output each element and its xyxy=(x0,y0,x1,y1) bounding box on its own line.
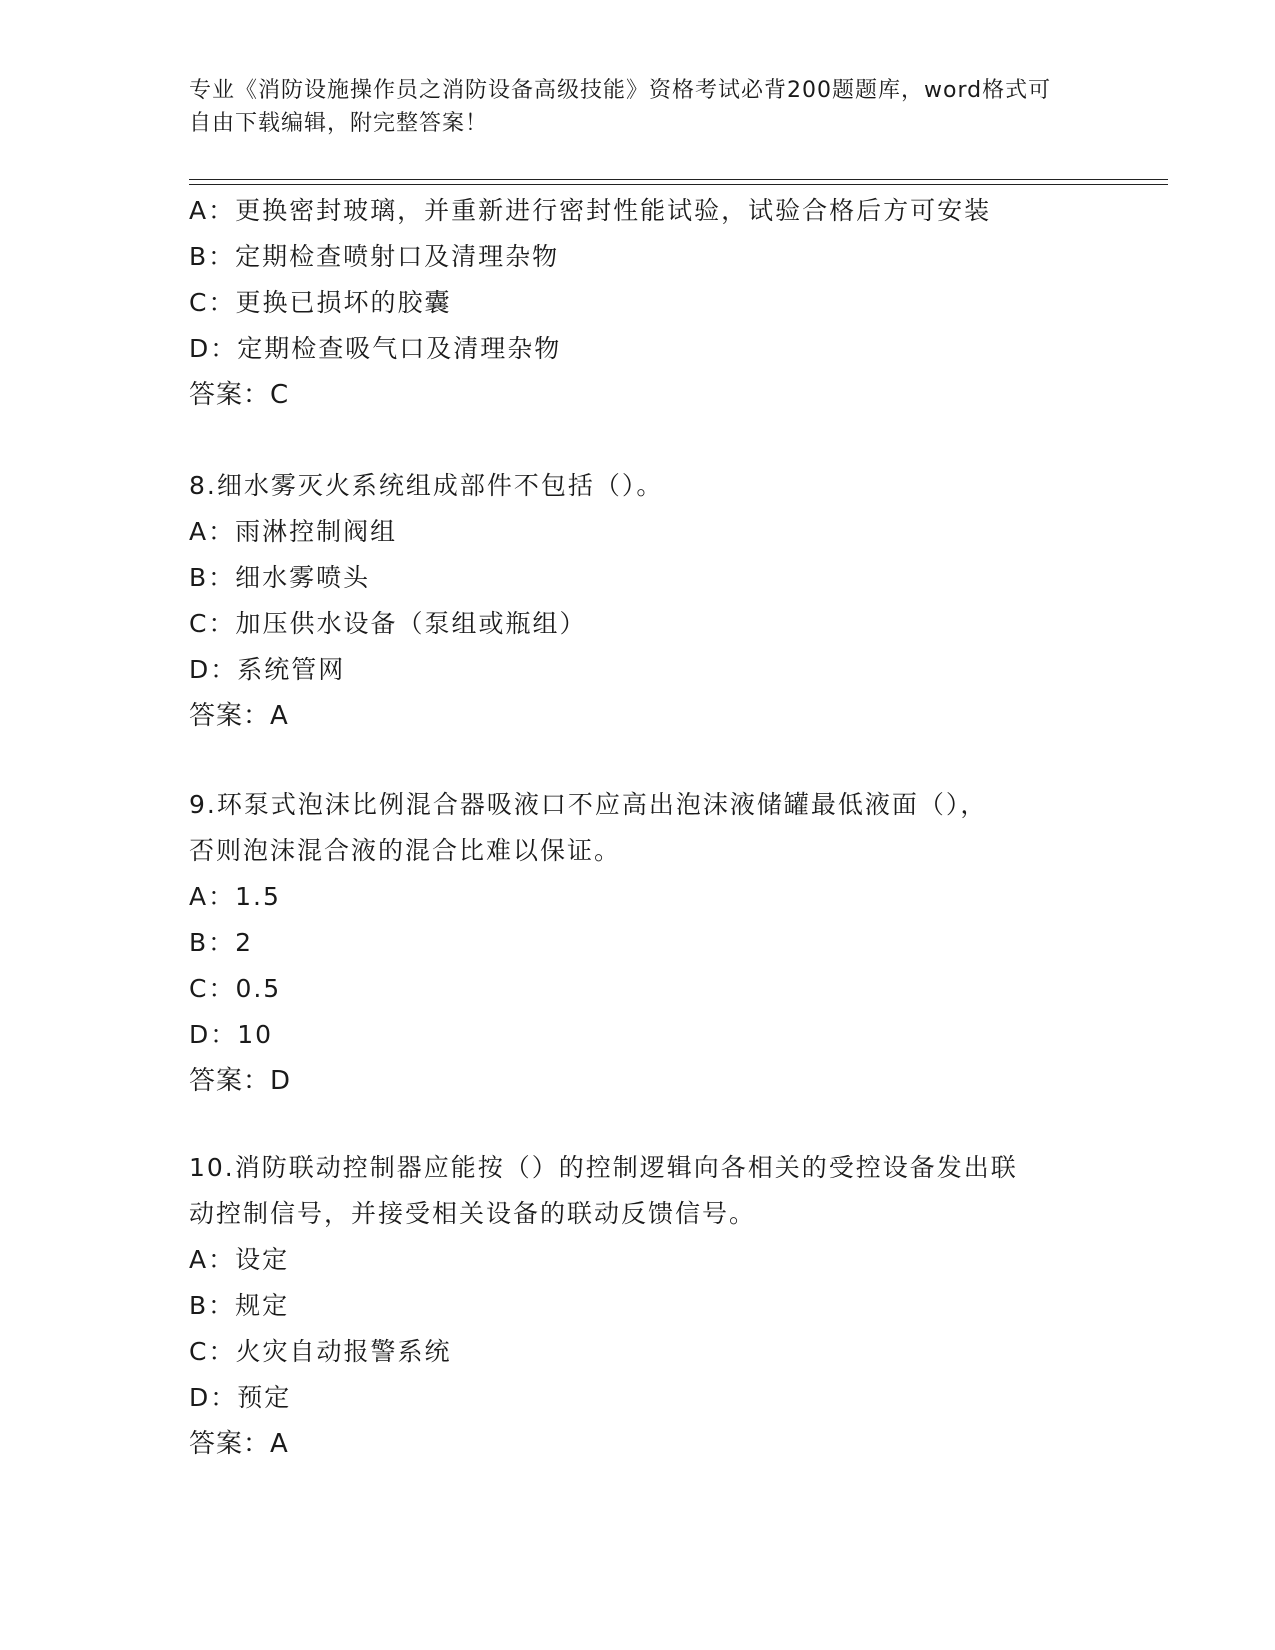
option-a: A：1.5 xyxy=(189,882,281,911)
document-header: 专业《消防设施操作员之消防设备高级技能》资格考试必背200题题库，word格式可自由下载编辑，附完整答案！ xyxy=(189,78,1052,136)
question-stem: 8.细水雾灭火系统组成部件不包括（）。 xyxy=(189,471,664,500)
option-c: C：更换已损坏的胶囊 xyxy=(189,288,452,317)
option-d: D：预定 xyxy=(189,1383,292,1412)
option-d: D：10 xyxy=(189,1020,274,1049)
option-a: A：更换密封玻璃，并重新进行密封性能试验，试验合格后方可安装 xyxy=(189,196,992,225)
option-b: B：细水雾喷头 xyxy=(189,563,371,592)
option-b: B：规定 xyxy=(189,1291,290,1320)
option-b: B：定期检查喷射口及清理杂物 xyxy=(189,242,560,271)
option-a: A：雨淋控制阀组 xyxy=(189,517,398,546)
question-stem-line-1: 10.消防联动控制器应能按（）的控制逻辑向各相关的受控设备发出联 xyxy=(189,1153,1018,1182)
option-b: B：2 xyxy=(189,928,254,957)
header-divider-top xyxy=(189,179,1168,180)
question-9 xyxy=(189,782,1089,1104)
answer-line: 答案：C xyxy=(189,380,290,410)
option-c: C：火灾自动报警系统 xyxy=(189,1337,452,1366)
option-a: A：设定 xyxy=(189,1245,290,1274)
question-7 xyxy=(189,188,1089,418)
answer-line: 答案：A xyxy=(189,1429,289,1459)
option-c: C：0.5 xyxy=(189,974,282,1003)
option-c: C：加压供水设备（泵组或瓶组） xyxy=(189,609,587,638)
option-d: D：系统管网 xyxy=(189,655,346,684)
answer-line: 答案：D xyxy=(189,1066,292,1096)
question-stem-line-1: 9.环泵式泡沫比例混合器吸液口不应高出泡沫液储罐最低液面（）， xyxy=(189,790,988,819)
question-8 xyxy=(189,463,1089,739)
question-stem-line-2: 动控制信号，并接受相关设备的联动反馈信号。 xyxy=(189,1199,757,1228)
question-stem-line-2: 否则泡沫混合液的混合比难以保证。 xyxy=(189,836,622,865)
header-divider-bottom xyxy=(189,184,1168,185)
question-10 xyxy=(189,1145,1089,1467)
option-d: D：定期检查吸气口及清理杂物 xyxy=(189,334,562,363)
answer-line: 答案：A xyxy=(189,701,289,731)
